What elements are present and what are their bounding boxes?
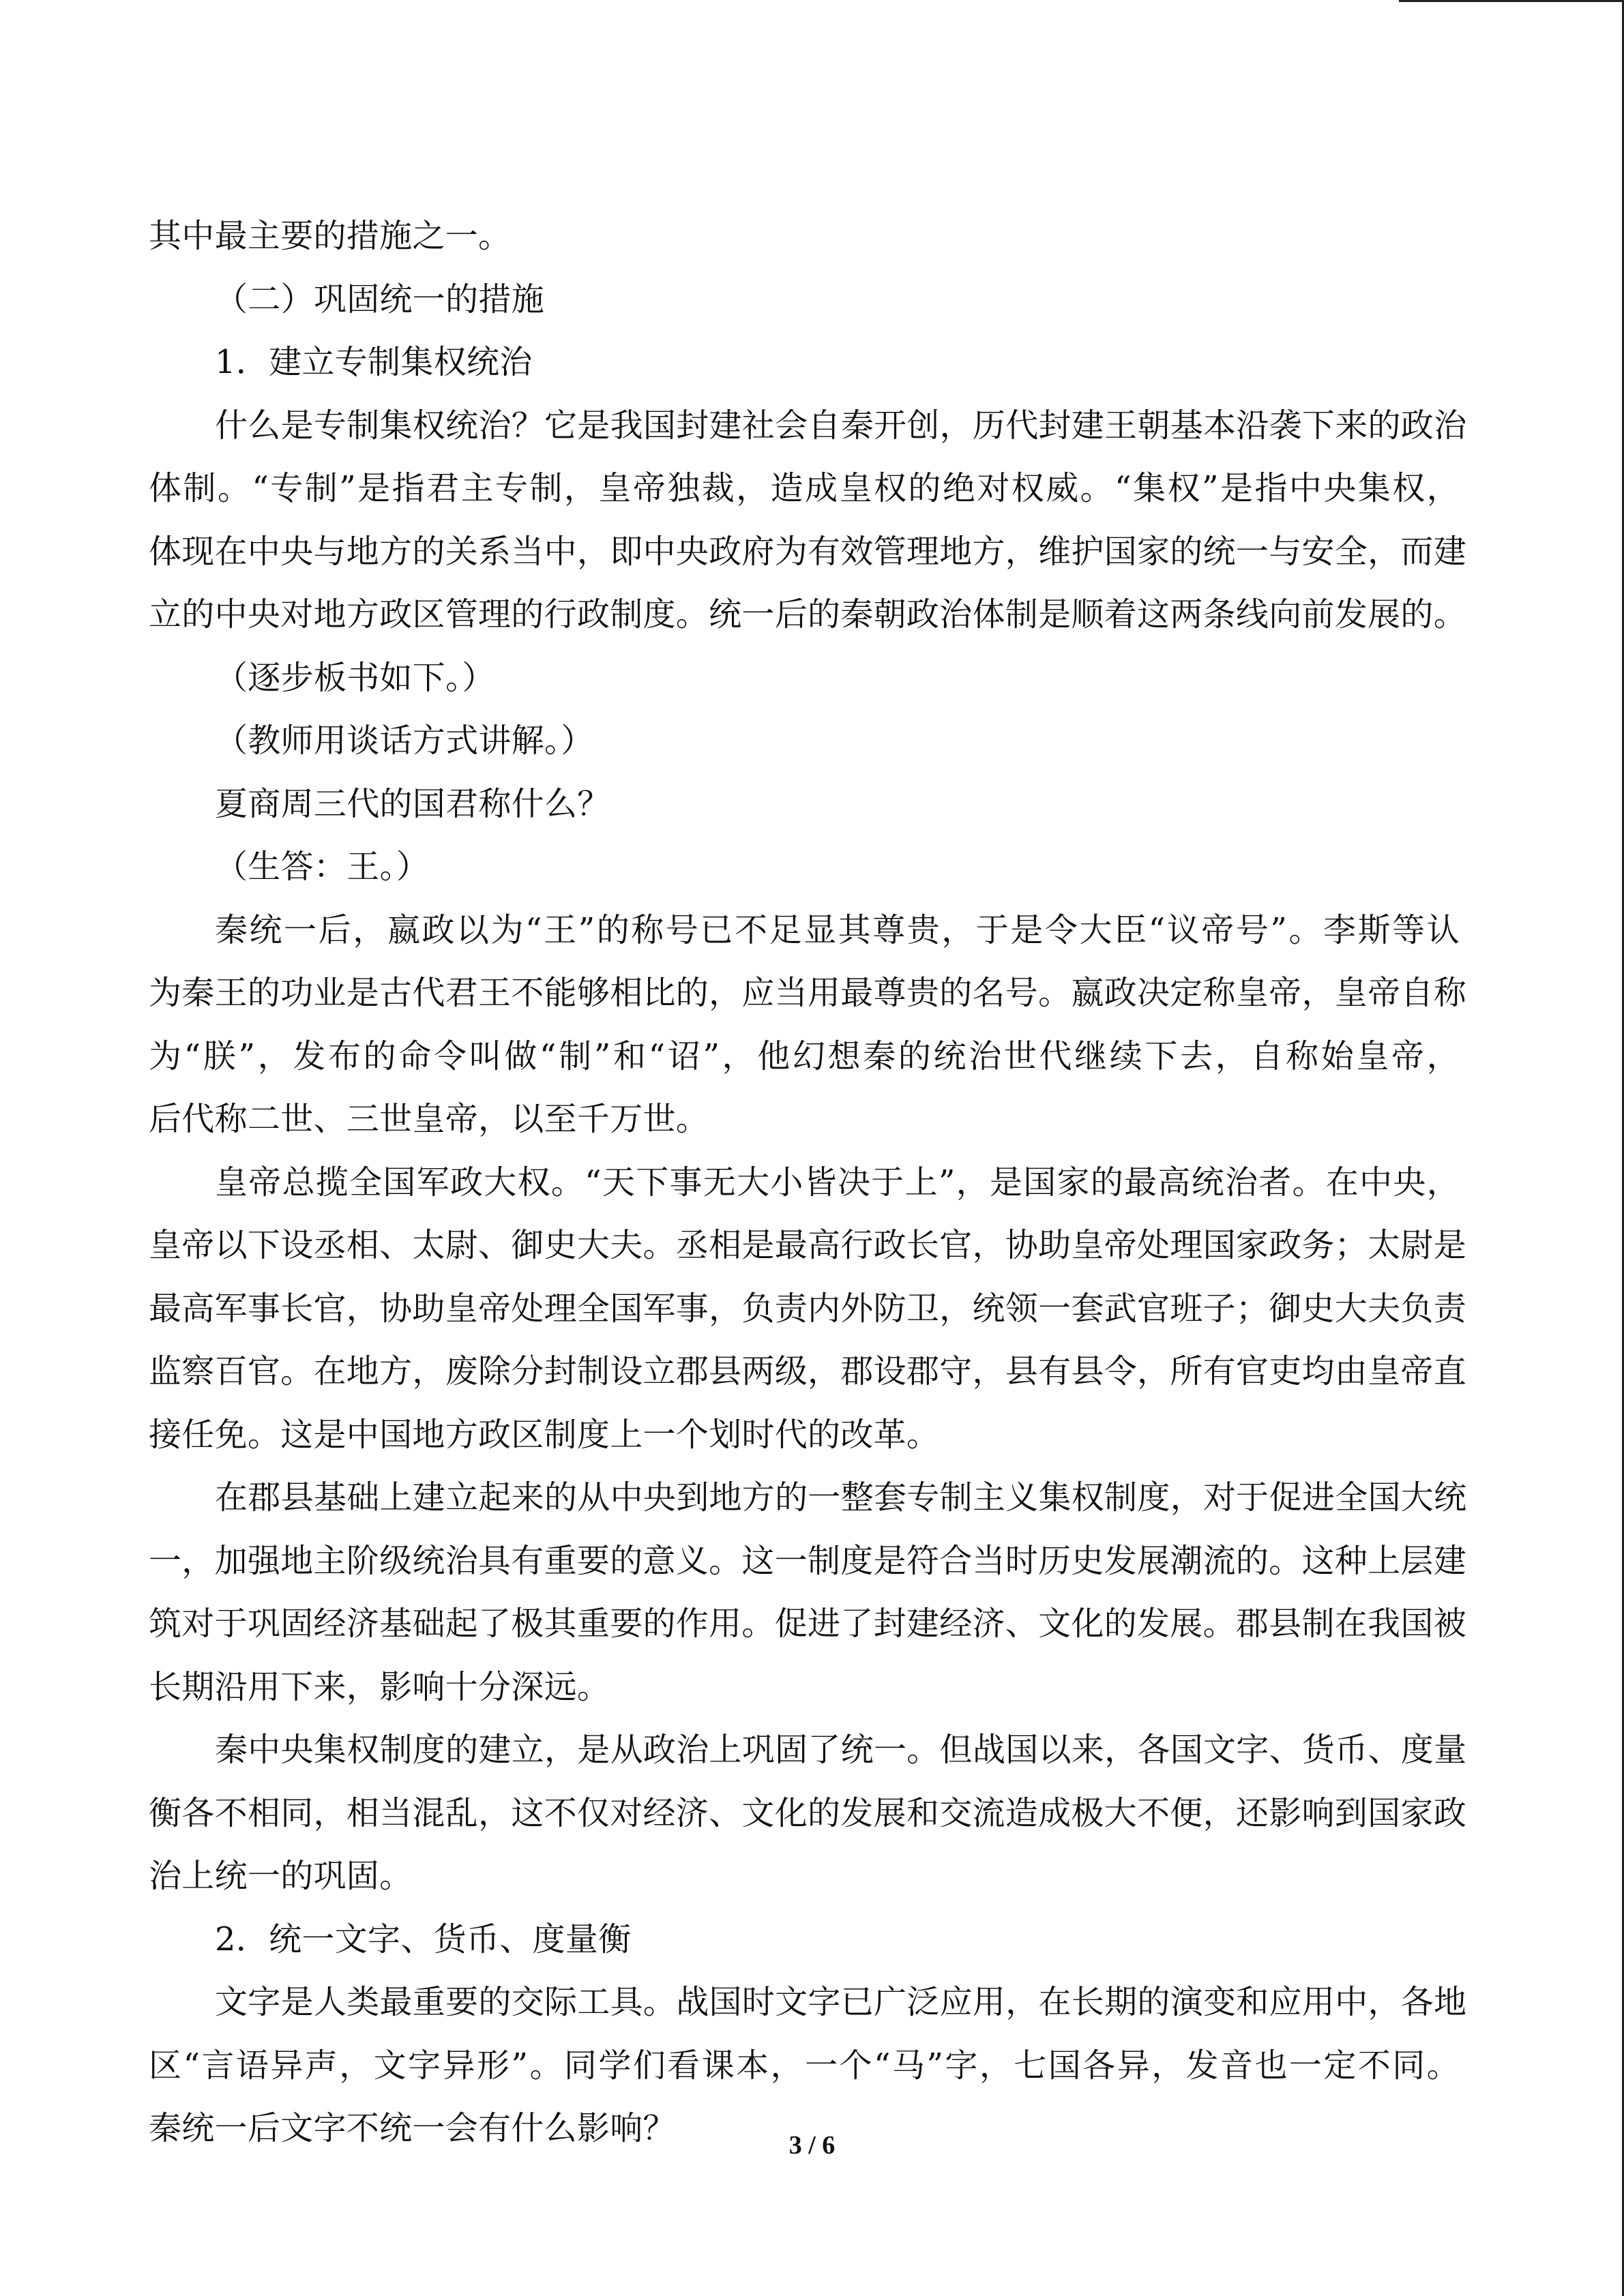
text-line: 2．统一文字、货币、度量衡 bbox=[215, 1920, 632, 1958]
text-line: 皇帝以下设丞相、太尉、御史大夫。丞相是最高行政长官，协助皇帝处理国家政务；太尉是 bbox=[149, 1226, 1467, 1264]
text-line: 秦统一后，嬴政以为“王”的称号已不足显其尊贵，于是令大臣“议帝号”。李斯等认 bbox=[215, 910, 1460, 949]
text-line: 体制。“专制”是指君主专制，皇帝独裁，造成皇权的绝对权威。“集权”是指中央集权， bbox=[149, 469, 1460, 507]
text-line: 接任免。这是中国地方政区制度上一个划时代的改革。 bbox=[149, 1415, 940, 1454]
text-line: 筑对于巩固经济基础起了极其重要的作用。促进了封建经济、文化的发展。郡县制在我国被 bbox=[149, 1605, 1467, 1643]
text-line: 皇帝总揽全国军政大权。“天下事无大小皆决于上”，是国家的最高统治者。在中央， bbox=[215, 1163, 1460, 1202]
text-line: 什么是专制集权统治？它是我国封建社会自秦开创，历代封建王朝基本沿袭下来的政治 bbox=[215, 406, 1467, 445]
page-number: 3 / 6 bbox=[788, 2131, 836, 2160]
text-line: 夏商周三代的国君称什么？ bbox=[215, 784, 610, 823]
text-line: 立的中央对地方政区管理的行政制度。统一后的秦朝政治体制是顺着这两条线向前发展的。 bbox=[149, 595, 1467, 633]
text-line: 后代称二世、三世皇帝，以至千万世。 bbox=[149, 1100, 709, 1138]
document-body bbox=[149, 205, 1467, 2160]
text-line: 长期沿用下来，影响十分深远。 bbox=[149, 1667, 610, 1706]
text-line: 1．建立专制集权统治 bbox=[215, 343, 533, 381]
text-line: 秦统一后文字不统一会有什么影响？ bbox=[149, 2109, 676, 2147]
text-line: （逐步板书如下。） bbox=[215, 658, 495, 697]
text-line: （教师用谈话方式讲解。） bbox=[215, 721, 594, 760]
text-line: 为秦王的功业是古代君王不能够相比的，应当用最尊贵的名号。嬴政决定称皇帝，皇帝自称 bbox=[149, 974, 1467, 1012]
text-line: 其中最主要的措施之一。 bbox=[149, 217, 512, 255]
text-line: 文字是人类最重要的交际工具。战国时文字已广泛应用，在长期的演变和应用中，各地 bbox=[215, 1983, 1467, 2021]
text-line: 在郡县基础上建立起来的从中央到地方的一整套专制主义集权制度，对于促进全国大统 bbox=[215, 1478, 1467, 1517]
text-line: 治上统一的巩固。 bbox=[149, 1857, 413, 1895]
text-line: 秦中央集权制度的建立，是从政治上巩固了统一。但战国以来，各国文字、货币、度量 bbox=[215, 1731, 1467, 1769]
text-line: 体现在中央与地方的关系当中，即中央政府为有效管理地方，维护国家的统一与安全，而建 bbox=[149, 532, 1467, 571]
text-line: 一，加强地主阶级统治具有重要的意义。这一制度是符合当时历史发展潮流的。这种上层建 bbox=[149, 1541, 1467, 1580]
page-border-top bbox=[1399, 0, 1624, 2]
text-line: 区“言语异声，文字异形”。同学们看课本，一个“马”字，七国各异，发音也一定不同。 bbox=[149, 2046, 1460, 2085]
text-line: （二）巩固统一的措施 bbox=[215, 280, 545, 318]
text-line: 为“朕”，发布的命令叫做“制”和“诏”，他幻想秦的统治世代继续下去，自称始皇帝， bbox=[149, 1037, 1460, 1075]
text-line: 最高军事长官，协助皇帝处理全国军事，负责内外防卫，统领一套武官班子；御史大夫负责 bbox=[149, 1289, 1467, 1328]
text-line: 监察百官。在地方，废除分封制设立郡县两级，郡设郡守，县有县令，所有官吏均由皇帝直 bbox=[149, 1352, 1467, 1390]
text-line: 衡各不相同，相当混乱，这不仅对经济、文化的发展和交流造成极大不便，还影响到国家政 bbox=[149, 1793, 1467, 1832]
text-line: （生答：王。） bbox=[215, 848, 430, 886]
